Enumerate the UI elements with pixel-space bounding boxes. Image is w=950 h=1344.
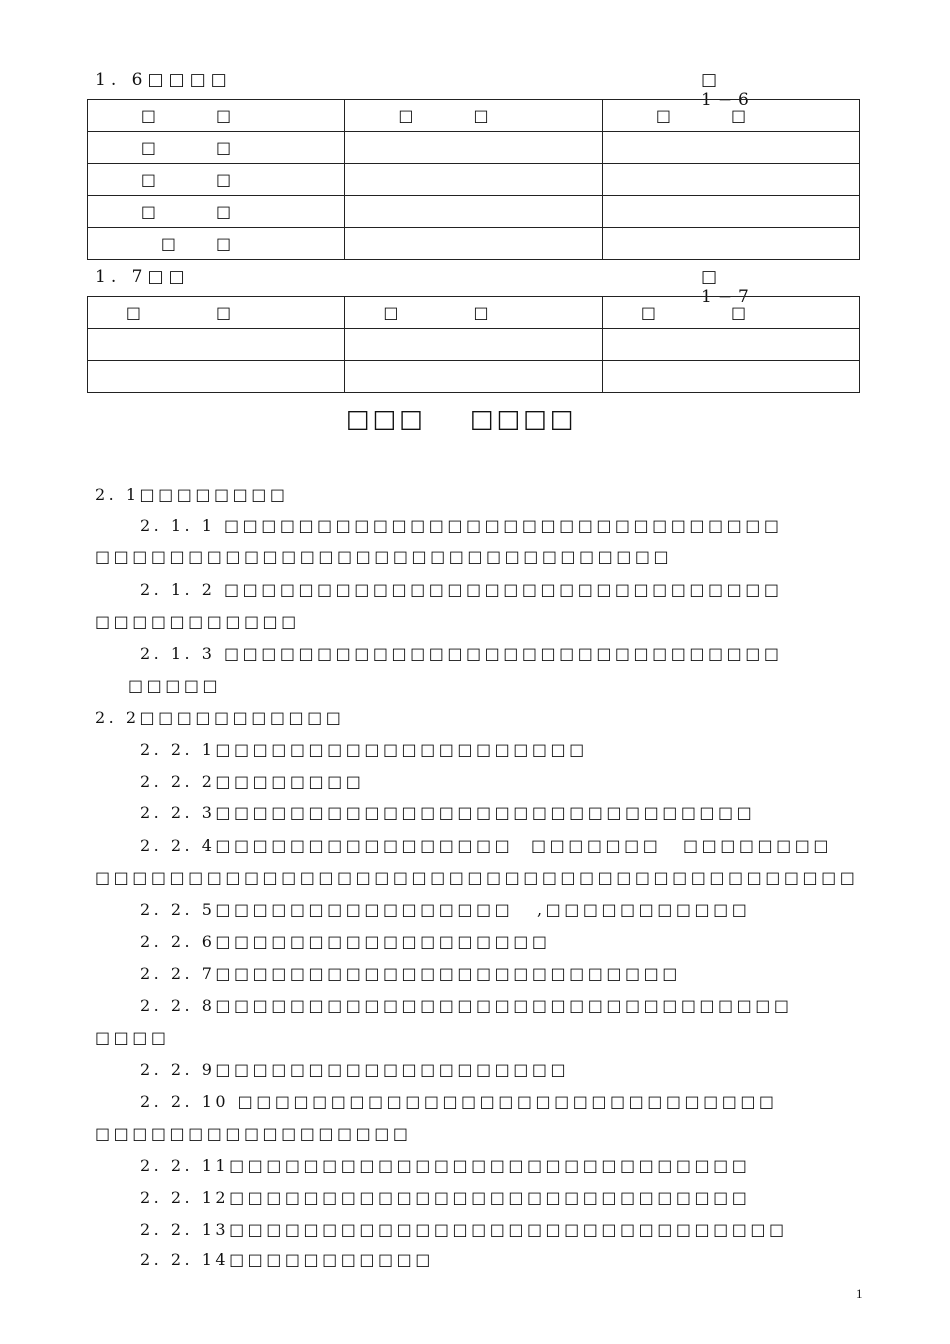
paragraph-line: □□□□□ xyxy=(128,676,222,695)
table-row xyxy=(88,228,860,260)
table-row xyxy=(88,132,860,164)
table-header-cell: □□ xyxy=(603,100,860,132)
table-1-6-label: □ 1−6 xyxy=(701,70,755,110)
table-row xyxy=(88,361,860,393)
paragraph-fragment: □□□□□□□□ xyxy=(683,836,832,855)
paragraph-line: 2. 1. 1 □□□□□□□□□□□□□□□□□□□□□□□□□□□□□□ xyxy=(140,516,783,535)
table-cell xyxy=(345,329,603,361)
table-cell xyxy=(603,228,860,260)
paragraph-line: 2. 2. 14□□□□□□□□□□□ xyxy=(140,1250,434,1269)
table-header-cell: □□ xyxy=(88,100,345,132)
paragraph-line: 2. 2. 1□□□□□□□□□□□□□□□□□□□□ xyxy=(140,740,588,759)
table-1-6-caption xyxy=(95,70,765,110)
table-cell xyxy=(603,329,860,361)
paragraph-line: □□□□□□□□□□□ xyxy=(95,612,300,631)
table-cell xyxy=(88,329,345,361)
section-heading: 2. 1□□□□□□□□ xyxy=(95,485,289,504)
paragraph-line: 2. 2. 7□□□□□□□□□□□□□□□□□□□□□□□□□ xyxy=(140,964,681,983)
paragraph-fragment: □□□□□□□ xyxy=(531,836,662,855)
paragraph-line: 2. 2. 8□□□□□□□□□□□□□□□□□□□□□□□□□□□□□□□ xyxy=(140,996,793,1015)
table-header-cell: □□ xyxy=(603,297,860,329)
table-row xyxy=(88,164,860,196)
table-cell xyxy=(88,361,345,393)
page-number: 1 xyxy=(856,1286,863,1301)
paragraph-line: 2. 2. 12□□□□□□□□□□□□□□□□□□□□□□□□□□□□ xyxy=(140,1188,751,1207)
paragraph-line: 2. 1. 3 □□□□□□□□□□□□□□□□□□□□□□□□□□□□□□ xyxy=(140,644,783,663)
table-row xyxy=(88,196,860,228)
table-cell xyxy=(603,132,860,164)
table-row xyxy=(88,297,860,329)
table-1-7-label: □ 1−7 xyxy=(701,267,755,307)
table-cell xyxy=(603,164,860,196)
table-1-7 xyxy=(87,296,860,393)
paragraph-fragment: ,□□□□□□□□□□□ xyxy=(537,900,751,919)
paragraph-line: 2. 2. 11□□□□□□□□□□□□□□□□□□□□□□□□□□□□ xyxy=(140,1156,751,1175)
table-row xyxy=(88,329,860,361)
chapter-heading xyxy=(0,404,950,440)
paragraph-line: □□□□ xyxy=(95,1028,170,1047)
paragraph-line: 2. 1. 2 □□□□□□□□□□□□□□□□□□□□□□□□□□□□□□ xyxy=(140,580,783,599)
table-1-7-title: 1. 7□□ xyxy=(95,267,190,287)
paragraph-line: 2. 2. 4□□□□□□□□□□□□□□□□ xyxy=(140,836,514,855)
table-cell: □□ xyxy=(88,196,345,228)
table-cell: □□ xyxy=(88,164,345,196)
table-cell xyxy=(345,132,603,164)
paragraph-line: □□□□□□□□□□□□□□□□□□□□□□□□□□□□□□□□□□□□□□□□□ xyxy=(95,868,859,887)
table-1-6 xyxy=(87,99,860,260)
paragraph-line: 2. 2. 13□□□□□□□□□□□□□□□□□□□□□□□□□□□□□□ xyxy=(140,1220,788,1239)
table-1-6-title: 1. 6□□□□ xyxy=(95,70,232,90)
table-header-cell: □□ xyxy=(88,297,345,329)
table-cell xyxy=(345,164,603,196)
table-header-cell: □□ xyxy=(345,100,603,132)
table-header-cell: □□ xyxy=(345,297,603,329)
section-heading: 2. 2□□□□□□□□□□□ xyxy=(95,708,345,727)
table-cell xyxy=(603,196,860,228)
paragraph-line: 2. 2. 6□□□□□□□□□□□□□□□□□□ xyxy=(140,932,551,951)
table-cell xyxy=(603,361,860,393)
table-cell: □□ xyxy=(88,228,345,260)
paragraph-line: 2. 2. 5□□□□□□□□□□□□□□□□ xyxy=(140,900,514,919)
paragraph-line: 2. 2. 2□□□□□□□□ xyxy=(140,772,365,791)
table-row xyxy=(88,100,860,132)
paragraph-line: 2. 2. 3□□□□□□□□□□□□□□□□□□□□□□□□□□□□□ xyxy=(140,803,756,822)
table-cell xyxy=(345,196,603,228)
paragraph-line: 2. 2. 9□□□□□□□□□□□□□□□□□□□ xyxy=(140,1060,570,1079)
paragraph-line: □□□□□□□□□□□□□□□□□□□□□□□□□□□□□□□ xyxy=(95,547,673,566)
table-cell xyxy=(345,228,603,260)
table-1-7-caption xyxy=(95,267,765,307)
table-cell xyxy=(345,361,603,393)
table-cell: □□ xyxy=(88,132,345,164)
chapter-number: □□□ xyxy=(346,404,426,433)
paragraph-line: 2. 2. 10 □□□□□□□□□□□□□□□□□□□□□□□□□□□□□ xyxy=(140,1092,778,1111)
paragraph-line: □□□□□□□□□□□□□□□□□ xyxy=(95,1124,412,1143)
chapter-title: □□□□ xyxy=(470,404,577,433)
